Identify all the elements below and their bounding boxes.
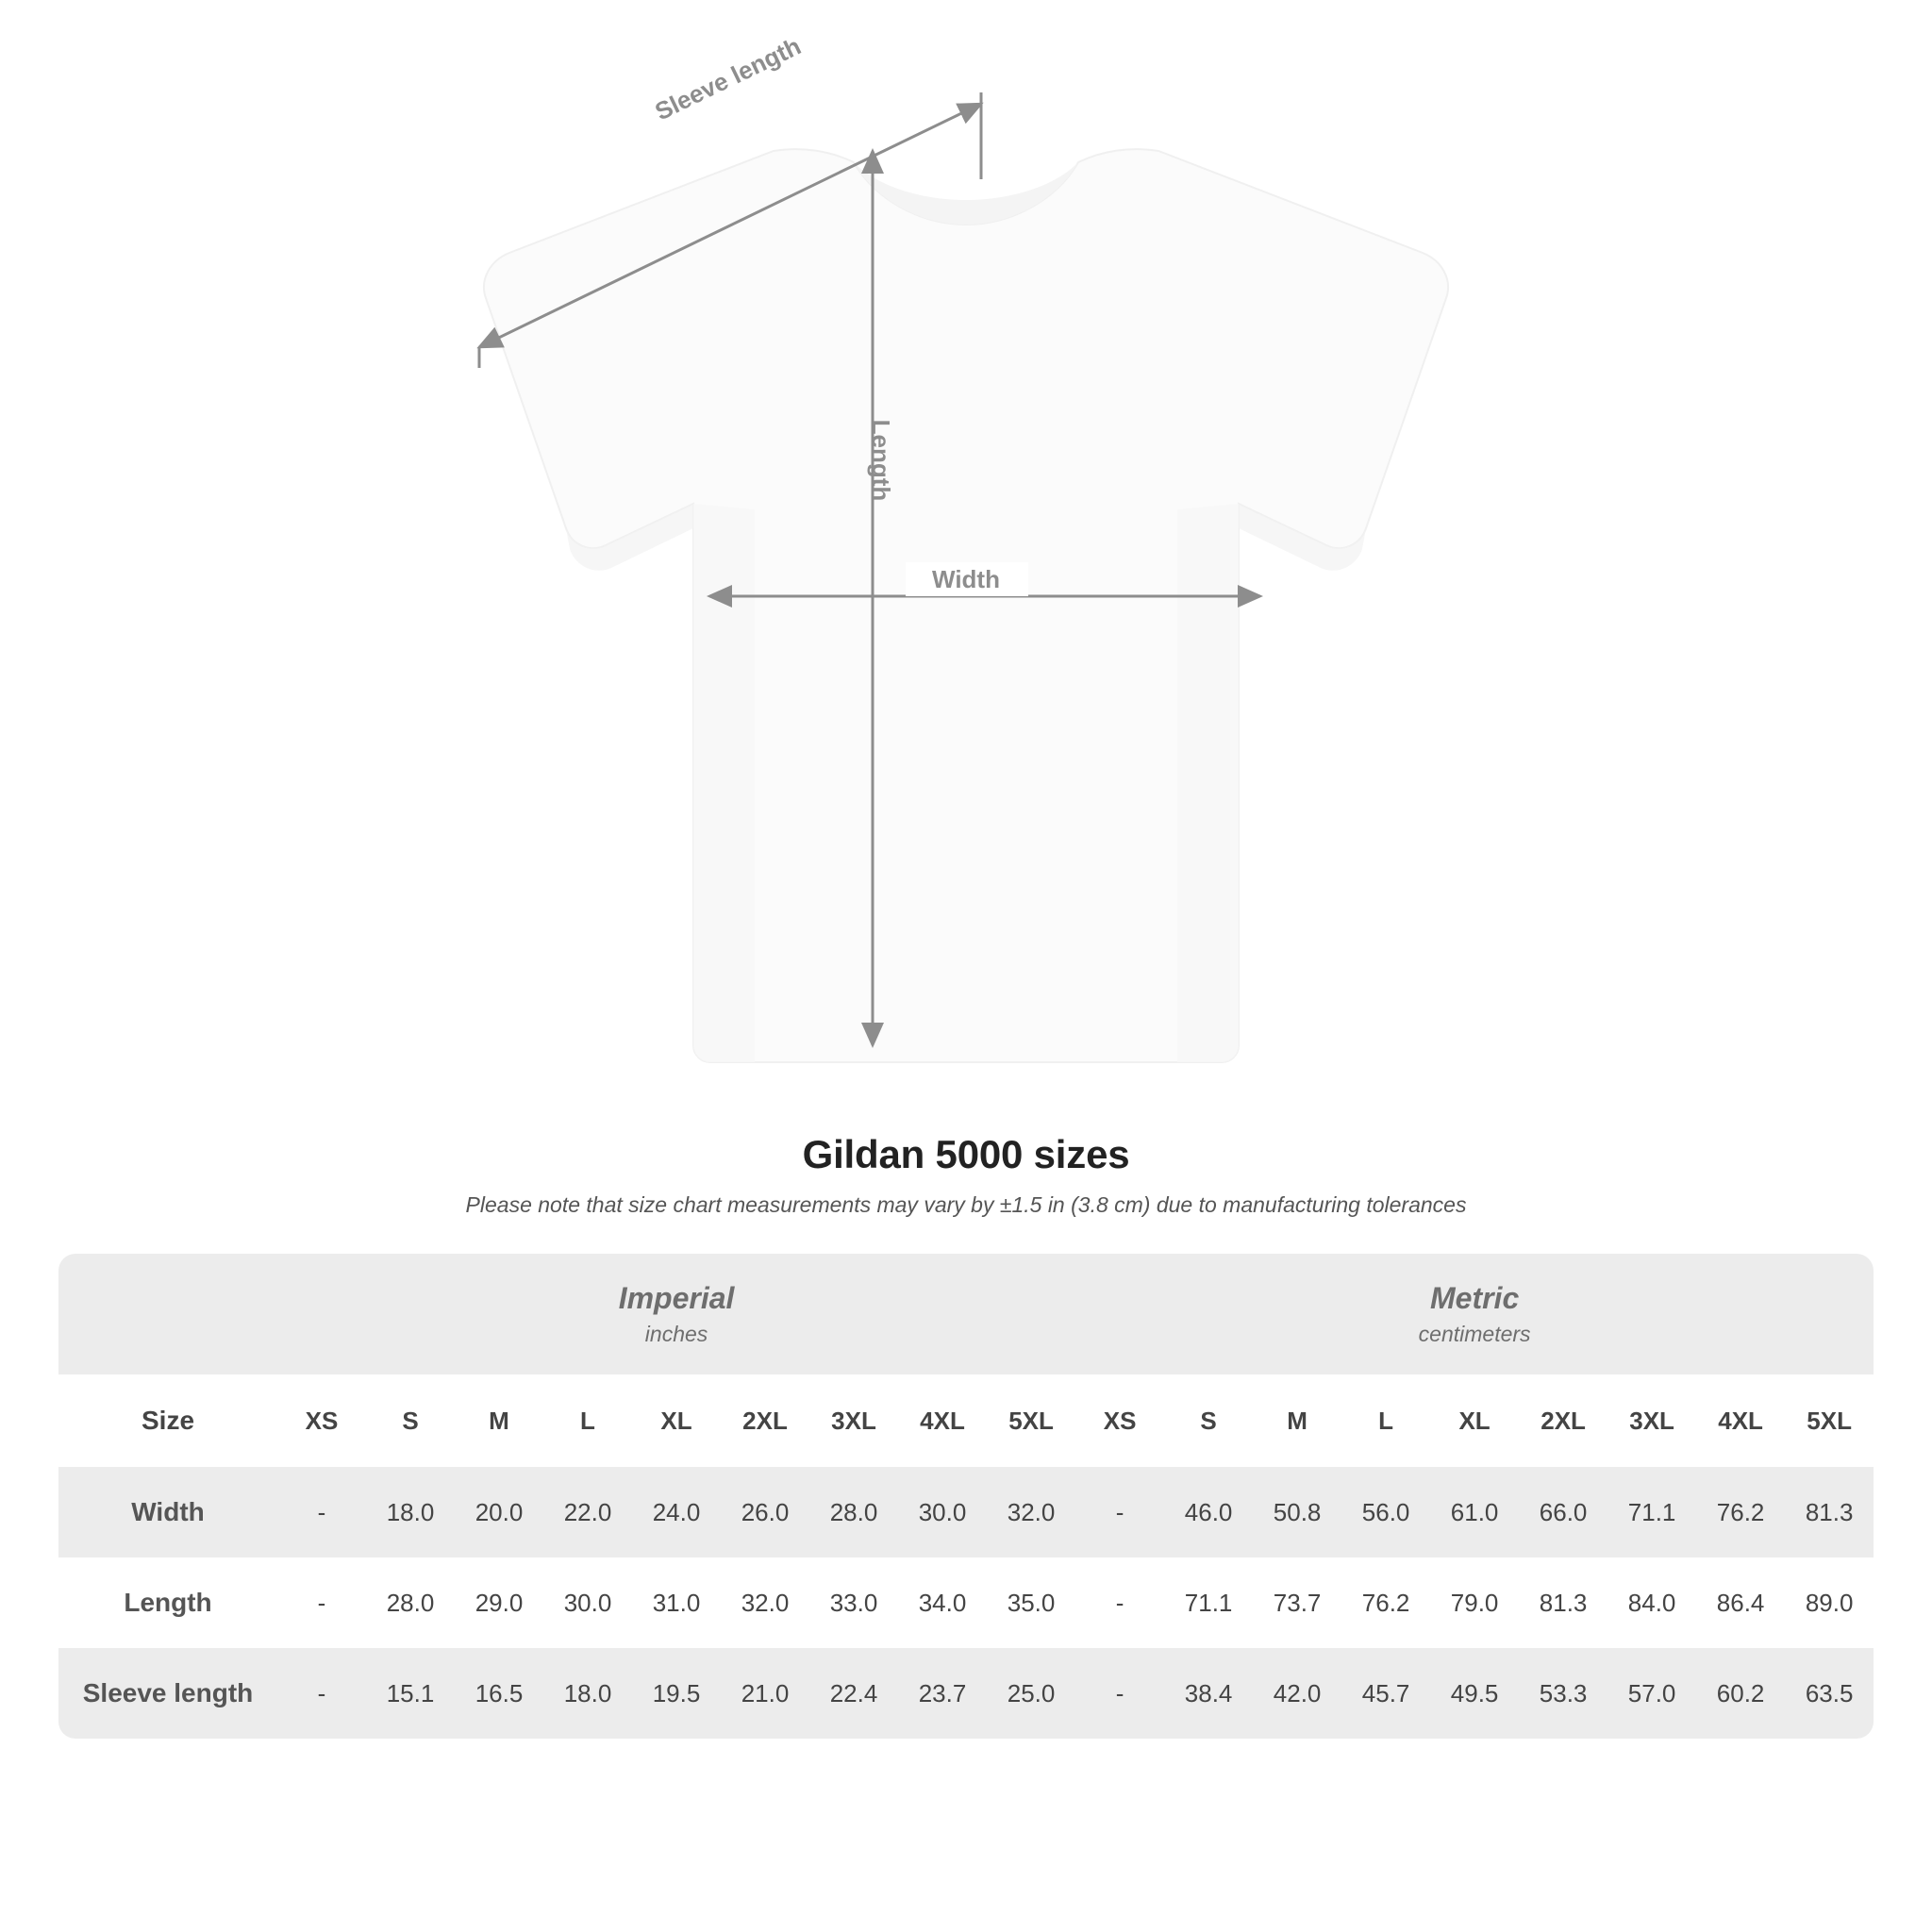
cell-length-imperial-XS: - bbox=[317, 1588, 326, 1617]
cell-length-imperial-4XL: 34.0 bbox=[918, 1588, 967, 1617]
cell-sleeve-length-imperial-4XL: 23.7 bbox=[898, 1648, 987, 1739]
cell-width-metric-2XL: 66.0 bbox=[1519, 1467, 1607, 1557]
cell-length-imperial-L: 30.0 bbox=[563, 1588, 612, 1617]
row-label-sleeve-length: Sleeve length bbox=[58, 1648, 277, 1739]
row-label-width: Width bbox=[58, 1467, 277, 1557]
cell-width-metric-S: 46.0 bbox=[1164, 1467, 1253, 1557]
cell-sleeve-length-metric-M: 42.0 bbox=[1253, 1648, 1341, 1739]
cell-length-imperial-3XL: 33.0 bbox=[829, 1588, 878, 1617]
cell-length-metric-3XL: 84.0 bbox=[1627, 1588, 1676, 1617]
table-row bbox=[58, 1467, 1874, 1557]
tshirt-shape bbox=[484, 149, 1448, 1062]
size-col-imperial-S: S bbox=[366, 1374, 455, 1467]
cell-length-imperial-2XL: 32.0 bbox=[741, 1588, 790, 1617]
cell-length-imperial-S: 28.0 bbox=[386, 1588, 435, 1617]
cell-width-metric-XS: - bbox=[1075, 1467, 1164, 1557]
table-row bbox=[58, 1557, 1874, 1648]
unit-header-metric bbox=[1075, 1254, 1874, 1374]
cell-sleeve-length-metric-L: 45.7 bbox=[1341, 1648, 1430, 1739]
size-col-imperial-XS: XS bbox=[277, 1374, 366, 1467]
unit-name: Metric bbox=[1429, 1281, 1520, 1315]
cell-sleeve-length-imperial-3XL: 22.4 bbox=[809, 1648, 898, 1739]
cell-sleeve-length-imperial-XL: 19.5 bbox=[632, 1648, 721, 1739]
size-col-imperial-M: M bbox=[455, 1374, 543, 1467]
unit-sub: centimeters bbox=[1418, 1322, 1531, 1346]
cell-length-metric-XS: - bbox=[1115, 1588, 1124, 1617]
cell-sleeve-length-metric-S: 38.4 bbox=[1164, 1648, 1253, 1739]
cell-width-metric-L: 56.0 bbox=[1341, 1467, 1430, 1557]
cell-width-metric-XL: 61.0 bbox=[1430, 1467, 1519, 1557]
unit-header-imperial bbox=[277, 1254, 1075, 1374]
size-table-wrap bbox=[58, 1254, 1874, 1739]
page-title: Gildan 5000 sizes bbox=[802, 1132, 1130, 1176]
cell-width-imperial-4XL: 30.0 bbox=[898, 1467, 987, 1557]
cell-width-imperial-XS: - bbox=[277, 1467, 366, 1557]
size-col-metric-2XL: 2XL bbox=[1519, 1374, 1607, 1467]
cell-length-metric-L: 76.2 bbox=[1361, 1588, 1410, 1617]
cell-sleeve-length-imperial-M: 16.5 bbox=[455, 1648, 543, 1739]
cell-width-metric-3XL: 71.1 bbox=[1607, 1467, 1696, 1557]
row-label-length: Length bbox=[124, 1588, 212, 1617]
size-col-imperial-XL: XL bbox=[632, 1374, 721, 1467]
cell-sleeve-length-metric-XL: 49.5 bbox=[1430, 1648, 1519, 1739]
table-row bbox=[58, 1648, 1874, 1739]
cell-width-imperial-2XL: 26.0 bbox=[721, 1467, 809, 1557]
cell-sleeve-length-metric-3XL: 57.0 bbox=[1607, 1648, 1696, 1739]
cell-length-metric-M: 73.7 bbox=[1273, 1588, 1322, 1617]
unit-header-row bbox=[58, 1254, 1874, 1374]
cell-width-imperial-3XL: 28.0 bbox=[809, 1467, 898, 1557]
size-col-metric-3XL: 3XL bbox=[1607, 1374, 1696, 1467]
cell-sleeve-length-imperial-S: 15.1 bbox=[366, 1648, 455, 1739]
cell-sleeve-length-imperial-XS: - bbox=[277, 1648, 366, 1739]
size-col-imperial-2XL: 2XL bbox=[721, 1374, 809, 1467]
cell-sleeve-length-imperial-L: 18.0 bbox=[543, 1648, 632, 1739]
cell-width-imperial-S: 18.0 bbox=[366, 1467, 455, 1557]
size-col-metric-S: S bbox=[1164, 1374, 1253, 1467]
cell-width-imperial-XL: 24.0 bbox=[632, 1467, 721, 1557]
size-table bbox=[58, 1254, 1874, 1739]
cell-length-imperial-5XL: 35.0 bbox=[1007, 1588, 1056, 1617]
cell-length-metric-S: 71.1 bbox=[1184, 1588, 1233, 1617]
cell-length-imperial-M: 29.0 bbox=[475, 1588, 524, 1617]
size-header-label: Size bbox=[58, 1374, 277, 1467]
tolerance-note: Please note that size chart measurements may vary by ±1.5 in (3.8 cm) due to manufacturing tolerances bbox=[465, 1192, 1467, 1217]
size-col-metric-L: L bbox=[1341, 1374, 1430, 1467]
size-col-metric-5XL: 5XL bbox=[1785, 1374, 1874, 1467]
cell-width-metric-4XL: 76.2 bbox=[1696, 1467, 1785, 1557]
cell-width-imperial-L: 22.0 bbox=[543, 1467, 632, 1557]
cell-width-imperial-M: 20.0 bbox=[455, 1467, 543, 1557]
cell-sleeve-length-metric-4XL: 60.2 bbox=[1696, 1648, 1785, 1739]
cell-width-metric-M: 50.8 bbox=[1253, 1467, 1341, 1557]
cell-sleeve-length-metric-2XL: 53.3 bbox=[1519, 1648, 1607, 1739]
cell-sleeve-length-imperial-5XL: 25.0 bbox=[987, 1648, 1075, 1739]
size-col-metric-M: M bbox=[1253, 1374, 1341, 1467]
cell-sleeve-length-metric-XS: - bbox=[1075, 1648, 1164, 1739]
sleeve-length-label: Sleeve length bbox=[650, 31, 806, 126]
size-col-imperial-4XL: 4XL bbox=[898, 1374, 987, 1467]
size-col-metric-XL: XL bbox=[1430, 1374, 1519, 1467]
cell-length-metric-XL: 79.0 bbox=[1450, 1588, 1499, 1617]
cell-sleeve-length-metric-5XL: 63.5 bbox=[1785, 1648, 1874, 1739]
unit-row-spacer bbox=[58, 1254, 277, 1374]
heading-block bbox=[0, 1132, 1932, 1218]
cell-length-metric-5XL: 89.0 bbox=[1805, 1588, 1854, 1617]
unit-name: Imperial bbox=[618, 1281, 735, 1315]
cell-width-metric-5XL: 81.3 bbox=[1785, 1467, 1874, 1557]
cell-length-imperial-XL: 31.0 bbox=[652, 1588, 701, 1617]
size-header-row bbox=[58, 1374, 1874, 1467]
size-col-imperial-L: L bbox=[543, 1374, 632, 1467]
cell-length-metric-4XL: 86.4 bbox=[1716, 1588, 1765, 1617]
size-col-imperial-3XL: 3XL bbox=[809, 1374, 898, 1467]
size-col-metric-XS: XS bbox=[1075, 1374, 1164, 1467]
cell-width-imperial-5XL: 32.0 bbox=[987, 1467, 1075, 1557]
unit-sub: inches bbox=[644, 1322, 708, 1346]
size-col-imperial-5XL: 5XL bbox=[987, 1374, 1075, 1467]
length-label: Length bbox=[867, 419, 895, 502]
cell-sleeve-length-imperial-2XL: 21.0 bbox=[721, 1648, 809, 1739]
width-label: Width bbox=[932, 565, 1000, 593]
cell-length-metric-2XL: 81.3 bbox=[1539, 1588, 1588, 1617]
size-col-metric-4XL: 4XL bbox=[1696, 1374, 1785, 1467]
